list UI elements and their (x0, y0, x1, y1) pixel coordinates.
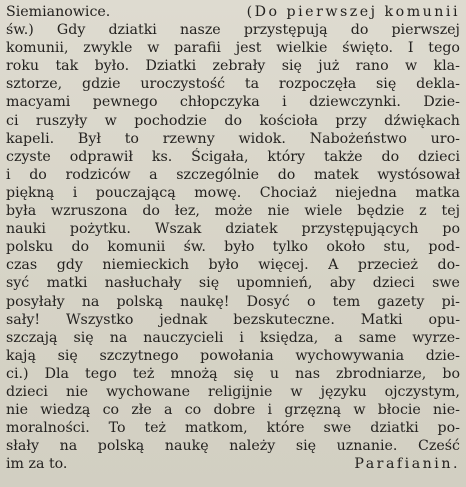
article-word: swe (323, 420, 352, 437)
article-word: sztorze, (6, 76, 63, 93)
article-word: przecież (357, 257, 419, 274)
article-word: przystępują (243, 22, 328, 39)
article-word: o (306, 293, 316, 310)
article-line (6, 130, 460, 148)
article-word: naukę! (180, 293, 230, 310)
article-heading-note: (Do pierwszej komunii (246, 4, 460, 20)
article-word: syć (6, 275, 30, 292)
article-word: dźwiękach (384, 112, 460, 129)
article-word: i (282, 94, 287, 111)
article-line (6, 39, 460, 57)
article-word: ci.) (6, 365, 29, 382)
article-word: jednak (159, 311, 208, 328)
article-word: To (108, 420, 126, 437)
article-word: dziewczynki. (309, 94, 401, 111)
article-word: piękną (6, 184, 55, 201)
article-word: w (147, 40, 160, 57)
article-word: błocie (377, 402, 421, 419)
article-word: przystępujących (301, 221, 419, 238)
article-word: roku (6, 58, 40, 75)
article-word: religijnie (208, 383, 273, 400)
article-word: ojczystym, (384, 383, 460, 400)
article-word: co (102, 402, 120, 419)
article-word: do (381, 148, 400, 165)
article-line (6, 365, 460, 383)
article-word: tej (441, 203, 460, 220)
article-word: rodziców (65, 166, 131, 183)
article-word: pi- (441, 293, 460, 310)
article-word: matka (415, 184, 460, 201)
article-word: kościoła (259, 112, 318, 129)
article-word: posyłały (6, 293, 65, 310)
article-word: do (142, 203, 160, 220)
article-line (6, 21, 460, 39)
article-word: księdza, (259, 329, 319, 346)
article-word: Dziatki (145, 58, 197, 75)
article-word: I (407, 40, 414, 57)
article-word: a (164, 402, 173, 419)
article-word: dzieci (6, 383, 48, 400)
article-word: wiedzą (40, 402, 91, 419)
article-word: które (266, 420, 305, 437)
article-word: bo (442, 365, 460, 382)
article-word: pouczającą (95, 184, 176, 201)
article-word: do (29, 166, 47, 183)
article-word: kapeli. (6, 130, 55, 147)
article-word: pierwszej (391, 22, 460, 39)
article-signature: Parafianin. (354, 456, 460, 473)
article-word: się (233, 365, 254, 382)
article-word: stu, (383, 239, 411, 256)
article-word: było. (94, 58, 130, 75)
article-line (6, 419, 460, 437)
article-word: się (376, 76, 397, 93)
article-word: i (239, 329, 244, 346)
article-word: odprawił (69, 148, 133, 165)
article-word: komunii (107, 239, 166, 256)
article-word: była (6, 203, 37, 220)
article-word: dzieci (418, 148, 460, 165)
article-word: po- (437, 420, 460, 437)
article-word: się (57, 347, 78, 364)
article-word: w (104, 112, 117, 129)
article-word: a (334, 329, 343, 346)
article-word: dziatki (108, 22, 157, 39)
article-word: szczególnie (176, 166, 260, 183)
article-word: komunii, (6, 40, 69, 57)
article-word: Gdy (56, 22, 86, 39)
article-word: Cześć (418, 438, 460, 455)
article-word: Wszystko (65, 311, 134, 328)
article-word: tylko (272, 239, 309, 256)
article-word: kają (6, 347, 36, 364)
article-word: u (269, 365, 280, 382)
article-word: pochodzie (134, 112, 207, 129)
article-word: też (144, 420, 167, 437)
article-word: Ścigała, (191, 148, 249, 165)
article-word: uznanie. (336, 438, 398, 455)
article-word: nie- (433, 402, 460, 419)
article-word: czas (6, 257, 38, 274)
article-word: pewnego (92, 94, 158, 111)
article-word: po (442, 221, 460, 238)
article-word: było (224, 239, 255, 256)
article-word: Był (77, 130, 101, 147)
article-line (6, 256, 460, 274)
article-word: szczają (6, 329, 58, 346)
article-line (6, 311, 460, 329)
article-word: przy (335, 112, 367, 129)
article-word: wystósował (377, 166, 460, 183)
article-word: było (208, 257, 239, 274)
article-word: uro- (430, 130, 460, 147)
article-word: dziatek (225, 221, 278, 238)
article-word: wielkie (276, 40, 328, 57)
article-word: do- (437, 257, 460, 274)
article-word: matki (46, 275, 88, 292)
article-word: gazety (377, 293, 425, 310)
article-word: na (59, 438, 78, 455)
article-word: słały (6, 438, 39, 455)
article-word: zwykle (83, 40, 133, 57)
article-word: rzewny (162, 130, 215, 147)
article-word: nas (295, 365, 320, 382)
article-word: widok. (238, 130, 286, 147)
article-word: Wszak (154, 221, 202, 238)
article-line (6, 93, 460, 111)
article-word: w (404, 58, 418, 75)
article-line (6, 148, 460, 166)
article-word: się (295, 438, 317, 455)
article-word: polską (116, 293, 163, 310)
article-word: sały! (6, 311, 41, 328)
article-word: polską (97, 438, 145, 455)
article-word: który (267, 148, 306, 165)
article-word: do (224, 112, 243, 129)
article-word: na (109, 329, 128, 346)
article-word: czyste (6, 148, 51, 165)
article-word: w (290, 383, 303, 400)
article-word: rozpoczęła (278, 76, 357, 93)
article-word: w (353, 402, 366, 419)
article-word: upomnień, (236, 275, 313, 292)
article-word: mowę. (194, 184, 242, 201)
article-word: dzie- (425, 347, 460, 364)
article-word: mnożą (170, 365, 218, 382)
article-body (6, 21, 460, 455)
article-word: macyami (6, 94, 71, 111)
article-line (6, 238, 460, 256)
article-word: ci (6, 112, 19, 129)
article-word: święto. (342, 40, 394, 57)
article-line (6, 329, 460, 347)
article-word: tego (428, 40, 460, 57)
article-closing-text: im za to. (6, 456, 68, 473)
article-word: dekla- (416, 76, 460, 93)
article-line (6, 75, 460, 93)
article-word: łez, (174, 203, 200, 220)
article-word: chłopczyka (179, 94, 260, 111)
article-closing-line (6, 455, 460, 473)
article-word: się (198, 275, 220, 292)
article-word: Chociaż (259, 184, 317, 201)
article-word: około (326, 239, 366, 256)
article-word: polsku (6, 239, 54, 256)
article-word: do (71, 239, 90, 256)
article-word: ks. (151, 148, 173, 165)
article-word: gdzie (82, 76, 121, 93)
article-word: gdy (56, 257, 83, 274)
article-line (6, 401, 460, 419)
article-word: i (267, 402, 273, 419)
article-word: nasłuchały (104, 275, 182, 292)
article-word: się (73, 329, 94, 346)
article-word: Dzie- (423, 94, 460, 111)
article-line (6, 383, 460, 401)
article-word: bezskuteczne. (233, 311, 335, 328)
article-word: jest (235, 40, 262, 57)
article-word: Nabożeństwo (309, 130, 407, 147)
article-word: do (277, 166, 296, 183)
article-word: już (318, 58, 340, 75)
article-word: dobre (213, 402, 256, 419)
article-heading-line (6, 3, 460, 21)
article-word: należy (229, 438, 276, 455)
article-word: nie (267, 203, 290, 220)
article-word: kla- (433, 58, 460, 75)
article-word: aby (329, 275, 356, 292)
article-word: i (72, 184, 78, 201)
article-word: tego (85, 365, 117, 382)
article-word: rano (355, 58, 389, 75)
article-word: nasze (179, 22, 221, 39)
article-word: Matki (360, 311, 403, 328)
article-word: się (281, 58, 302, 75)
article-word: nie (6, 402, 29, 419)
article-word: wychowywania (295, 347, 405, 364)
article-word: na (81, 293, 100, 310)
article-word: grzęzną (284, 402, 342, 419)
article-word: pod- (428, 239, 460, 256)
article-word: same (358, 329, 397, 346)
article-word: naukę (164, 438, 209, 455)
article-word: św.) (6, 22, 34, 39)
article-word: będzie (357, 203, 405, 220)
article-word: też (132, 365, 155, 382)
article-word: wyrze- (412, 329, 460, 346)
article-word: co (184, 402, 202, 419)
article-word: złe (131, 402, 152, 419)
article-line (6, 220, 460, 238)
article-word: A (328, 257, 339, 274)
article-word: ta (244, 76, 260, 93)
article-word: więcej. (258, 257, 309, 274)
article-word: wychowane (106, 383, 191, 400)
article-word: wiele (304, 203, 343, 220)
article-word: wzruszona (51, 203, 128, 220)
article-word: moralności. (6, 420, 90, 437)
article-word: Dosyć (246, 293, 290, 310)
article-word: matkom, (184, 420, 248, 437)
article-word: Dla (44, 365, 69, 382)
article-line (6, 57, 460, 75)
article-word: także (323, 148, 363, 165)
article-line (6, 112, 460, 130)
article-text (6, 3, 460, 473)
article-word: nauczycieli (143, 329, 224, 346)
article-line (6, 293, 460, 311)
article-word: tem (332, 293, 361, 310)
article-word: dziatki (370, 420, 419, 437)
article-word: uroczystość (140, 76, 226, 93)
article-word: opu- (428, 311, 460, 328)
article-line (6, 166, 460, 184)
article-word: św. (183, 239, 206, 256)
article-word: to (124, 130, 139, 147)
article-word: a (149, 166, 158, 183)
article-word: zebrały (212, 58, 266, 75)
article-word: matek (313, 166, 359, 183)
article-word: języku (320, 383, 367, 400)
article-line (6, 347, 460, 365)
article-word: ruszyły (35, 112, 88, 129)
article-word: nauki (6, 221, 46, 238)
article-heading-place: Siemianowice. (6, 4, 111, 20)
article-word: tak (55, 58, 79, 75)
article-word: i (6, 166, 11, 183)
article-word: do (350, 22, 369, 39)
article-word: szczytnego (99, 347, 179, 364)
article-word: może (214, 203, 253, 220)
article-line (6, 184, 460, 202)
article-line (6, 202, 460, 220)
article-word: zbrodniarze, (336, 365, 427, 382)
article-word: niejedna (335, 184, 397, 201)
article-word: parafii (174, 40, 221, 57)
article-word: powołania (200, 347, 274, 364)
article-word: swe (432, 275, 460, 292)
article-word: nie (66, 383, 89, 400)
article-word: z (419, 203, 427, 220)
article-word: niemieckich (102, 257, 190, 274)
article-line (6, 274, 460, 292)
article-word: pożytku. (69, 221, 131, 238)
article-word: dzieci (372, 275, 415, 292)
article-line (6, 437, 460, 455)
